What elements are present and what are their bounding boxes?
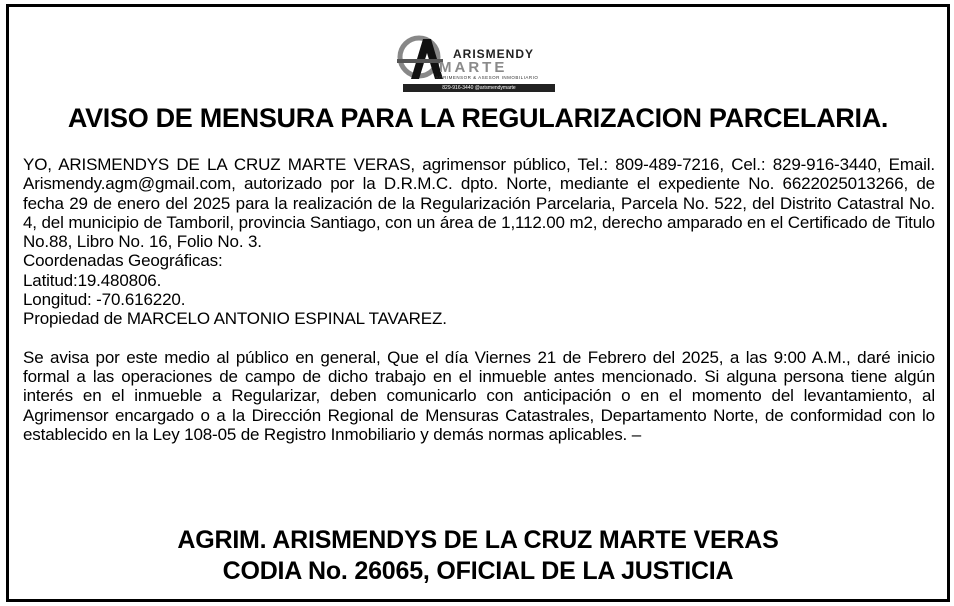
signature-name: AGRIM. ARISMENDYS DE LA CRUZ MARTE VERAS	[177, 526, 779, 554]
notice-body	[23, 155, 935, 444]
signature-credentials: CODIA No. 26065, OFICIAL DE LA JUSTICIA	[222, 557, 734, 585]
notice-paragraph-2: Se avisa por este medio al público en general, Que el día Viernes 21 de Febrero del 2025, a las 9:00 A.M., daré inicio formal a las operaciones de campo de dicho trabajo en el inmueble antes mencionado. Si alguna persona tiene algún interés en el inmueble a Regularizar, deben comunicarlo con anticipación o en el momento del levantamiento, al Agrimensor encargado o a la Dirección Regional de Mensuras Catastrales, Departamento Norte, de conformidad con lo establecido en la Ley 108-05 de Registro Inmobiliario y demás normas aplicables. –	[23, 347, 935, 444]
company-logo	[389, 29, 561, 97]
longitude-value: Longitud: -70.616220.	[23, 290, 186, 310]
logo-name: ARISMENDY	[453, 47, 535, 61]
paragraph-gap	[23, 329, 935, 348]
notice-frame	[6, 4, 950, 602]
logo-name-secondary: MARTE	[439, 59, 508, 76]
logo-tagline: AGRIMENSOR & ASESOR INMOBILIARIO	[435, 75, 539, 80]
logo-contact-bar: 829-916-3440 @arismendymarte	[403, 84, 555, 92]
property-owner: Propiedad de MARCELO ANTONIO ESPINAL TAVAREZ.	[23, 309, 447, 329]
coordinates-label: Coordenadas Geográficas:	[23, 251, 223, 271]
notice-title: AVISO DE MENSURA PARA LA REGULARIZACION PARCELARIA.	[67, 103, 889, 133]
latitude-value: Latitud:19.480806.	[23, 270, 162, 290]
notice-paragraph-1: YO, ARISMENDYS DE LA CRUZ MARTE VERAS, agrimensor público, Tel.: 809-489-7216, Cel.: 829-916-3440, Email. Arismendy.agm@gmail.com, autorizado por la D.R.M.C. dpto. Norte, mediante el expediente No. 6622025013266, de fecha 29 de enero del 2025 para la realización de la Regularización Parcelaria, Parcela No. 522, del Distrito Catastral No. 4, del municipio de Tamboril, provincia Santiago, con un área de 1,112.00 m2, derecho amparado en el Certificado de Titulo No.88, Libro No. 16, Folio No. 3.	[23, 155, 935, 252]
